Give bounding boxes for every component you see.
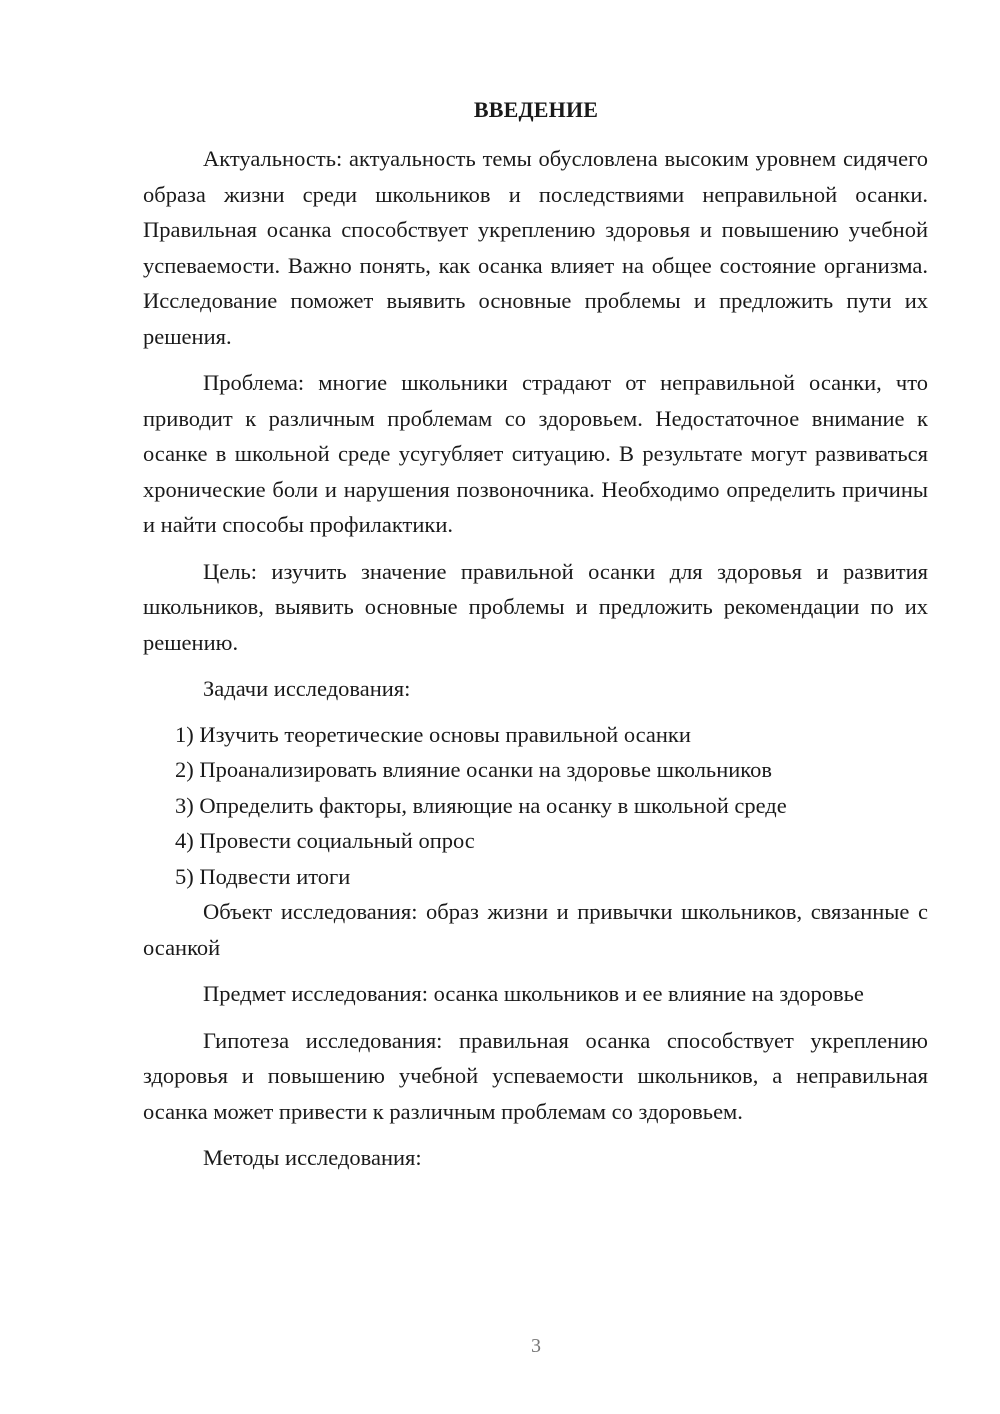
paragraph-relevance: Актуальность: актуальность темы обусловлена высоким уровнем сидячего образа жизни среди школьников и последствиями неправильной осанки. Правильная осанка способствует укреплению здоровья и повышению учебной успеваемости. Важно понять, как осанка влияет на общее состояние организма. Исследование поможет выявить основные проблемы и предложить пути их решения. (143, 146, 928, 349)
paragraph-goal: Цель: изучить значение правильной осанки для здоровья и развития школьников, выявить основные проблемы и предложить рекомендации по их решению. (143, 558, 928, 655)
page-number: 3 (531, 1335, 541, 1357)
tasks-heading: Задачи исследования: (203, 676, 411, 701)
list-item: 5) Подвести итоги (175, 863, 351, 889)
paragraph-problem: Проблема: многие школьники страдают от неправильной осанки, что приводит к различным проблемам со здоровьем. Недостаточное внимание к осанке в школьной среде усугубляет ситуацию. В результате могут развиваться хронические боли и нарушения позвоночника. Необходимо определить причины и найти способы профилактики. (143, 370, 928, 537)
document-body (143, 141, 928, 1176)
list-item: 2) Проанализировать влияние осанки на здоровье школьников (175, 757, 772, 782)
page-title: ВВЕДЕНИЕ (473, 97, 599, 122)
list-item: 3) Определить факторы, влияющие на осанку в школьной среде (175, 792, 787, 818)
paragraph-subject: Предмет исследования: осанка школьников и ее влияние на здоровье (203, 981, 864, 1006)
list-item: 4) Провести социальный опрос (175, 828, 475, 853)
methods-heading: Методы исследования: (203, 1145, 422, 1170)
paragraph-object: Объект исследования: образ жизни и привычки школьников, связанные с осанкой (143, 899, 928, 960)
tasks-list (143, 717, 928, 895)
paragraph-hypothesis: Гипотеза исследования: правильная осанка способствует укреплению здоровья и повышению учебной успеваемости школьников, а неправильная осанка может привести к различным проблемам со здоровьем. (143, 1027, 928, 1124)
list-item: 1) Изучить теоретические основы правильной осанки (175, 721, 691, 747)
